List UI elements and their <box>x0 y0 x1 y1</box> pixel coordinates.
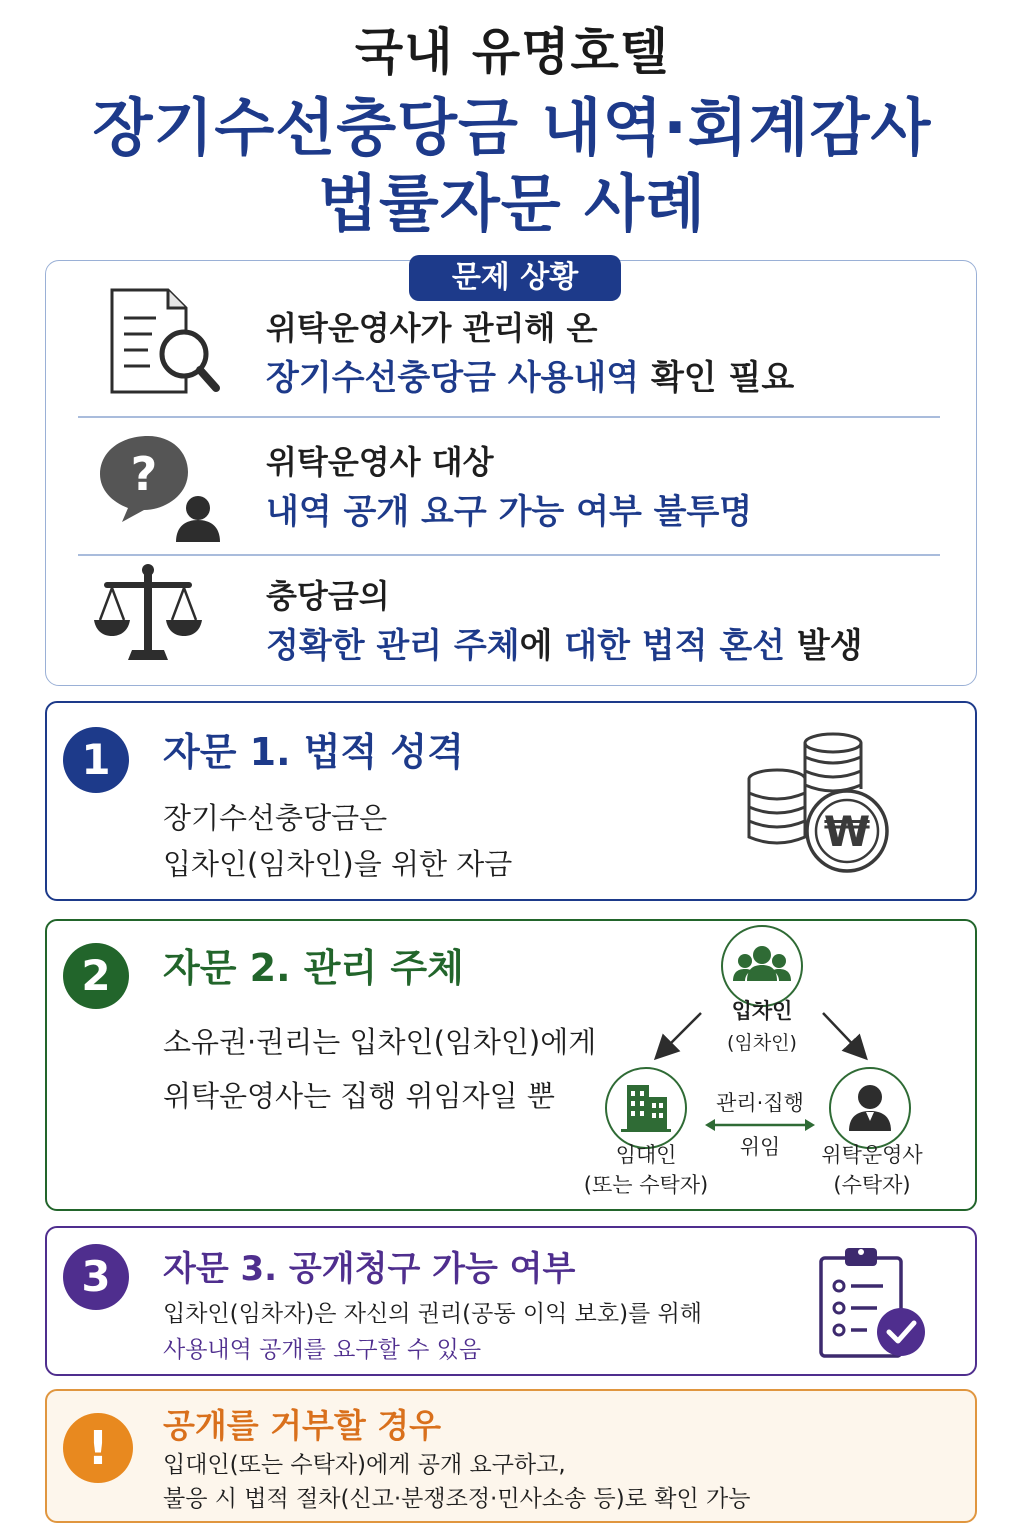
advice-1-line2: 입차인(임차인)을 위한 자금 <box>163 847 513 881</box>
diagram-double-arrow <box>703 1115 817 1135</box>
advice-3-line1: 입차인(임차자)은 자신의 권리(공동 이익 보호)를 위해 <box>163 1301 703 1327</box>
problem-2-line2 <box>266 486 752 538</box>
advice-2-section <box>45 919 977 1211</box>
diagram-landlord-sub: (또는 수탁자) <box>583 1173 709 1197</box>
diagram-arrows-down <box>647 1007 877 1067</box>
problem-divider-2 <box>78 554 940 556</box>
problem-1-highlight: 장기수선충당금 사용내역 <box>266 358 640 398</box>
diagram-arrow-label-top: 관리·집행 <box>716 1091 804 1115</box>
advice-2-line2: 위탁운영사는 집행 위임자일 뿐 <box>163 1079 555 1113</box>
advice-1-number-badge: 1 <box>63 727 129 793</box>
coins-won-icon <box>743 729 893 879</box>
problem-3-rest: 발생 <box>785 626 863 666</box>
page-title-main: 장기수선충당금 내역·회계감사 <box>92 91 932 164</box>
problem-1-line1: 위탁운영사가 관리해 온 <box>266 309 598 347</box>
refusal-line2: 불응 시 법적 절차(신고·분쟁조정·민사소송 등)로 확인 가능 <box>163 1486 751 1512</box>
advice-2-line1: 소유권·권리는 입차인(임차인)에게 <box>163 1025 597 1059</box>
diagram-operator-sub: (수탁자) <box>833 1173 911 1197</box>
problem-3-line1: 충당금의 <box>266 577 390 615</box>
page-title-top: 국내 유명호텔 <box>354 23 670 81</box>
problem-divider-1 <box>78 416 940 418</box>
advice-3-line2: 사용내역 공개를 요구할 수 있음 <box>163 1337 482 1363</box>
diagram-arrow-label-bottom: 위임 <box>739 1135 781 1159</box>
advice-2-title: 자문 2. 관리 주체 <box>163 946 464 990</box>
diagram-tenant-sub: (임차인) <box>727 1032 797 1054</box>
tenant-group-icon <box>721 925 803 1007</box>
advice-2-number-badge: 2 <box>63 943 129 1009</box>
advice-3-title: 자문 3. 공개청구 가능 여부 <box>163 1249 576 1289</box>
title-area <box>0 22 1024 242</box>
problem-3-line2 <box>266 620 863 672</box>
refusal-title: 공개를 거부할 경우 <box>163 1406 442 1445</box>
page-title-sub: 법률자문 사례 <box>318 167 706 240</box>
problem-2-line1: 위탁운영사 대상 <box>266 443 494 481</box>
refusal-line1: 입대인(또는 수탁자)에게 공개 요구하고, <box>163 1452 566 1478</box>
refusal-section <box>45 1389 977 1523</box>
warning-icon: ! <box>63 1413 133 1483</box>
problem-2-highlight: 내역 공개 요구 가능 여부 불투명 <box>266 492 753 532</box>
problem-1-rest: 확인 필요 <box>639 358 795 398</box>
problem-label-badge: 문제 상황 <box>409 255 621 301</box>
advice-3-number-badge: 3 <box>63 1244 129 1310</box>
problem-1-line2 <box>266 352 794 404</box>
advice-1-title: 자문 1. 법적 성격 <box>163 730 464 774</box>
diagram-operator-label: 위탁운영사 <box>821 1143 923 1167</box>
diagram-landlord-label: 임대인 <box>615 1143 677 1167</box>
scales-icon <box>92 560 222 680</box>
svg-text:?: ? <box>130 447 158 501</box>
problem-3-mid: 에 <box>519 626 565 666</box>
advice-3-section <box>45 1226 977 1376</box>
advice-1-line1: 장기수선충당금은 <box>163 801 388 835</box>
operator-person-icon <box>829 1067 911 1149</box>
diagram-tenant-label: 입차인 <box>731 999 793 1023</box>
problem-3-highlight-a: 정확한 관리 주체 <box>266 626 520 666</box>
document-search-icon <box>92 286 222 406</box>
landlord-building-icon <box>605 1067 687 1149</box>
won-symbol: ₩ <box>823 807 871 856</box>
question-person-icon <box>92 428 222 548</box>
clipboard-check-icon <box>815 1244 931 1362</box>
problem-3-highlight-b: 대한 법적 혼선 <box>564 626 786 666</box>
advice-1-section <box>45 701 977 901</box>
